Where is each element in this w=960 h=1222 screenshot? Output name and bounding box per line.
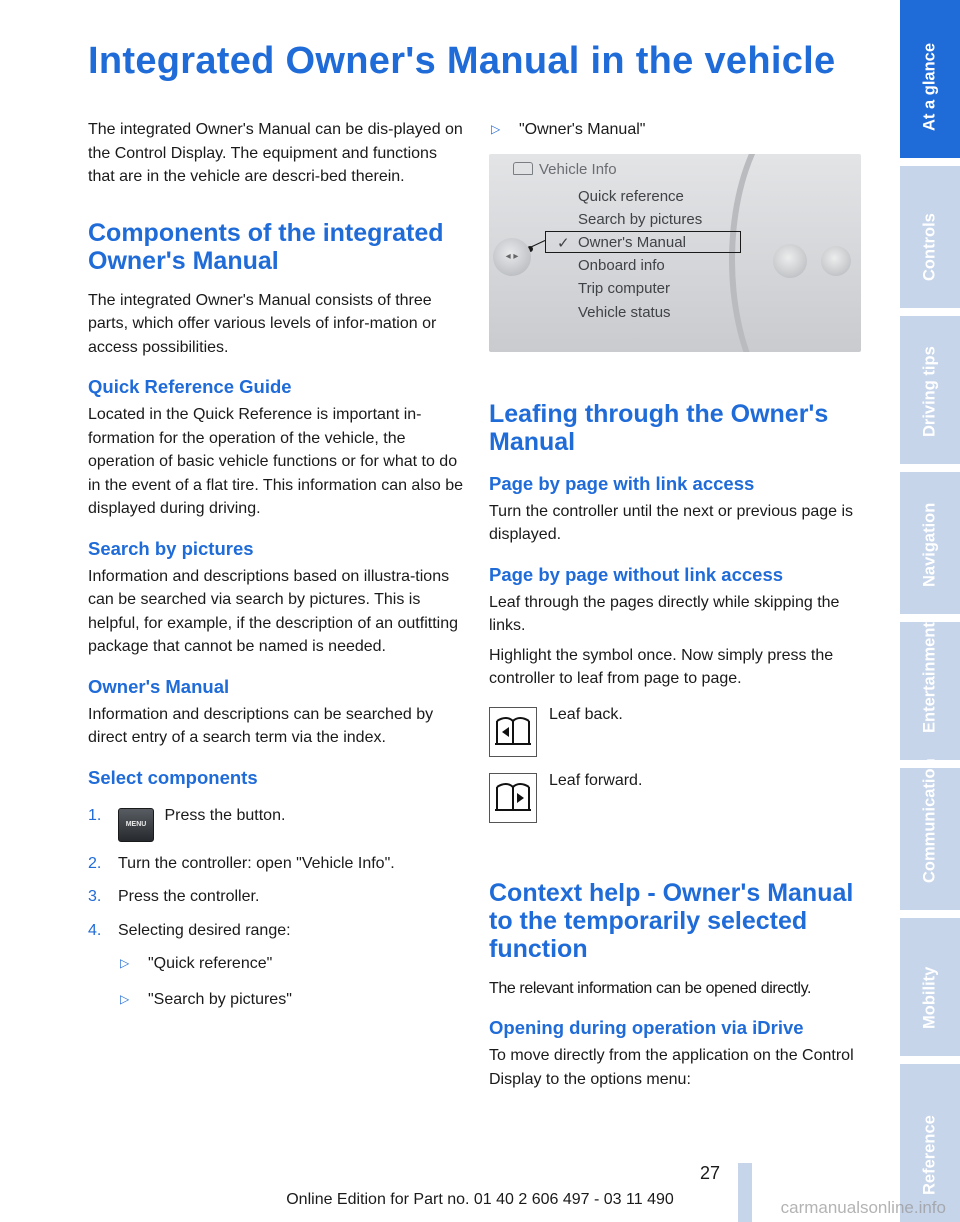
step-text: Press the button. (164, 806, 286, 824)
screen-menu-item: Search by pictures (578, 210, 703, 228)
page-number: 27 (700, 1163, 721, 1183)
tab-label: At a glance (920, 42, 939, 131)
tab-label: Communication (920, 758, 939, 883)
tab-label: Mobility (920, 966, 939, 1029)
chapter-tabs (900, 0, 960, 1222)
tab-at-a-glance[interactable] (900, 0, 960, 158)
sub-bullet-text: "Quick reference" (148, 955, 273, 972)
without-link-heading: Page by page without link access (489, 563, 784, 585)
with-link-paragraph: Turn the controller until the next or previous page is displayed. (489, 502, 854, 543)
search-by-pictures-paragraph: Information and descriptions based on illustra-tions can be searched via search by pictures. This is helpful, for example, if the description of an outfitting package that cannot be named is needed. (88, 567, 458, 655)
without-link-paragraph: Leaf through the pages directly while skipping the links. (489, 593, 840, 634)
menu-button-icon: MENU (118, 808, 154, 842)
tab-label: Navigation (920, 502, 939, 587)
tab-label: Driving tips (920, 346, 939, 437)
tab-label: Controls (920, 213, 939, 281)
screen-menu-item: Owner's Manual (578, 233, 686, 251)
leafing-heading: Leafing through the Owner's Manual (489, 399, 829, 456)
step-number: 3. (88, 888, 102, 905)
screen-menu (578, 185, 702, 324)
car-icon (513, 162, 533, 175)
leaf-back-label: Leaf back. (549, 705, 623, 723)
screen-menu-item: Trip computer (578, 280, 670, 298)
quick-reference-heading: Quick Reference Guide (88, 376, 292, 397)
tab-driving-tips[interactable] (900, 316, 960, 464)
tab-controls[interactable] (900, 166, 960, 308)
step-number: 4. (88, 921, 102, 939)
context-help-heading: Context help - Owner's Manual to the temporarily selected function (489, 878, 854, 963)
callout-line (530, 240, 545, 248)
select-components-heading: Select components (88, 766, 258, 788)
sub-bullet (118, 988, 466, 1012)
control-display-screenshot (489, 154, 861, 352)
page-title: Integrated Owner's Manual in the vehicle (88, 40, 836, 82)
checkmark-icon: ✓ (557, 234, 570, 252)
components-paragraph: The integrated Owner's Manual consists of three parts, which offer various levels of infor-mation or access possibilities. (88, 291, 437, 356)
sub-bullet-list (118, 952, 466, 1011)
tab-communication[interactable] (900, 758, 960, 910)
components-heading: Components of the integrated Owner's Manual (88, 218, 444, 275)
idrive-heading: Opening during operation via iDrive (489, 1017, 804, 1038)
watermark: carmanualsonline.info (780, 1198, 946, 1217)
context-help-paragraph: The relevant information can be opened directly. (489, 979, 812, 997)
screen-menu-item: Quick reference (578, 187, 684, 205)
intro-paragraph: The integrated Owner's Manual can be dis-played on the Control Display. The equipment and functions that are in the vehicle are descri-bed therein. (88, 121, 463, 185)
step-number: 2. (88, 854, 102, 872)
tab-label: Entertainment (920, 622, 939, 733)
left-column (88, 118, 466, 1023)
step-item (88, 852, 466, 876)
leaf-back-icon (489, 707, 537, 757)
owners-manual-paragraph: Information and descriptions can be searched by direct entry of a search term via the index. (88, 705, 434, 746)
footer-text: Online Edition for Part no. 01 40 2 606 497 - 03 11 490 (286, 1191, 674, 1208)
steps-list (88, 804, 466, 1012)
right-column (489, 118, 863, 1103)
sub-bullet (118, 952, 466, 976)
step-item (88, 885, 466, 909)
step-text: Turn the controller: open "Vehicle Info". (118, 854, 395, 872)
leaf-forward-row (489, 773, 863, 839)
triangle-bullet-icon: ▷ (120, 956, 130, 970)
screen-menu-item: Vehicle status (578, 303, 671, 321)
tab-label: Reference (920, 1115, 939, 1195)
without-link-paragraph: Highlight the symbol once. Now simply press the controller to leaf from page to page. (489, 646, 834, 687)
tab-navigation[interactable] (900, 472, 960, 614)
step-text: Press the controller. (118, 888, 260, 905)
step-text: Selecting desired range: (118, 921, 291, 939)
right-knob-icon (773, 244, 807, 278)
tab-entertainment[interactable] (900, 622, 960, 760)
step-number: 1. (88, 806, 102, 824)
idrive-paragraph: To move directly from the application on the Control Display to the options menu: (489, 1047, 854, 1088)
triangle-bullet-icon: ▷ (491, 122, 501, 136)
quick-reference-paragraph: Located in the Quick Reference is important in-formation for the operation of the vehicle, the operation of basic vehicle functions or for what to do in the event of a flat tire. This information can also be displayed during driving. (88, 406, 464, 517)
step-item (88, 804, 466, 842)
controller-knob-icon: ◂ ▸ (493, 238, 531, 276)
step-item (88, 919, 466, 1012)
owners-manual-heading: Owner's Manual (88, 675, 230, 697)
leaf-forward-icon (489, 773, 537, 823)
search-by-pictures-heading: Search by pictures (88, 537, 254, 559)
with-link-heading: Page by page with link access (489, 472, 755, 494)
sub-bullet-text: "Owner's Manual" (519, 121, 646, 138)
triangle-bullet-icon: ▷ (120, 991, 130, 1006)
sub-bullet (489, 118, 863, 142)
screen-menu-item: Onboard info (578, 257, 665, 275)
sub-bullet-text: "Search by pictures" (148, 990, 292, 1008)
highlight-box (545, 231, 741, 253)
tab-mobility[interactable] (900, 918, 960, 1056)
screen-header: Vehicle Info (539, 160, 617, 178)
right-knob-icon (821, 246, 851, 276)
leaf-back-row (489, 707, 863, 773)
leaf-forward-label: Leaf forward. (549, 771, 643, 789)
right-bullet-list (489, 118, 863, 142)
